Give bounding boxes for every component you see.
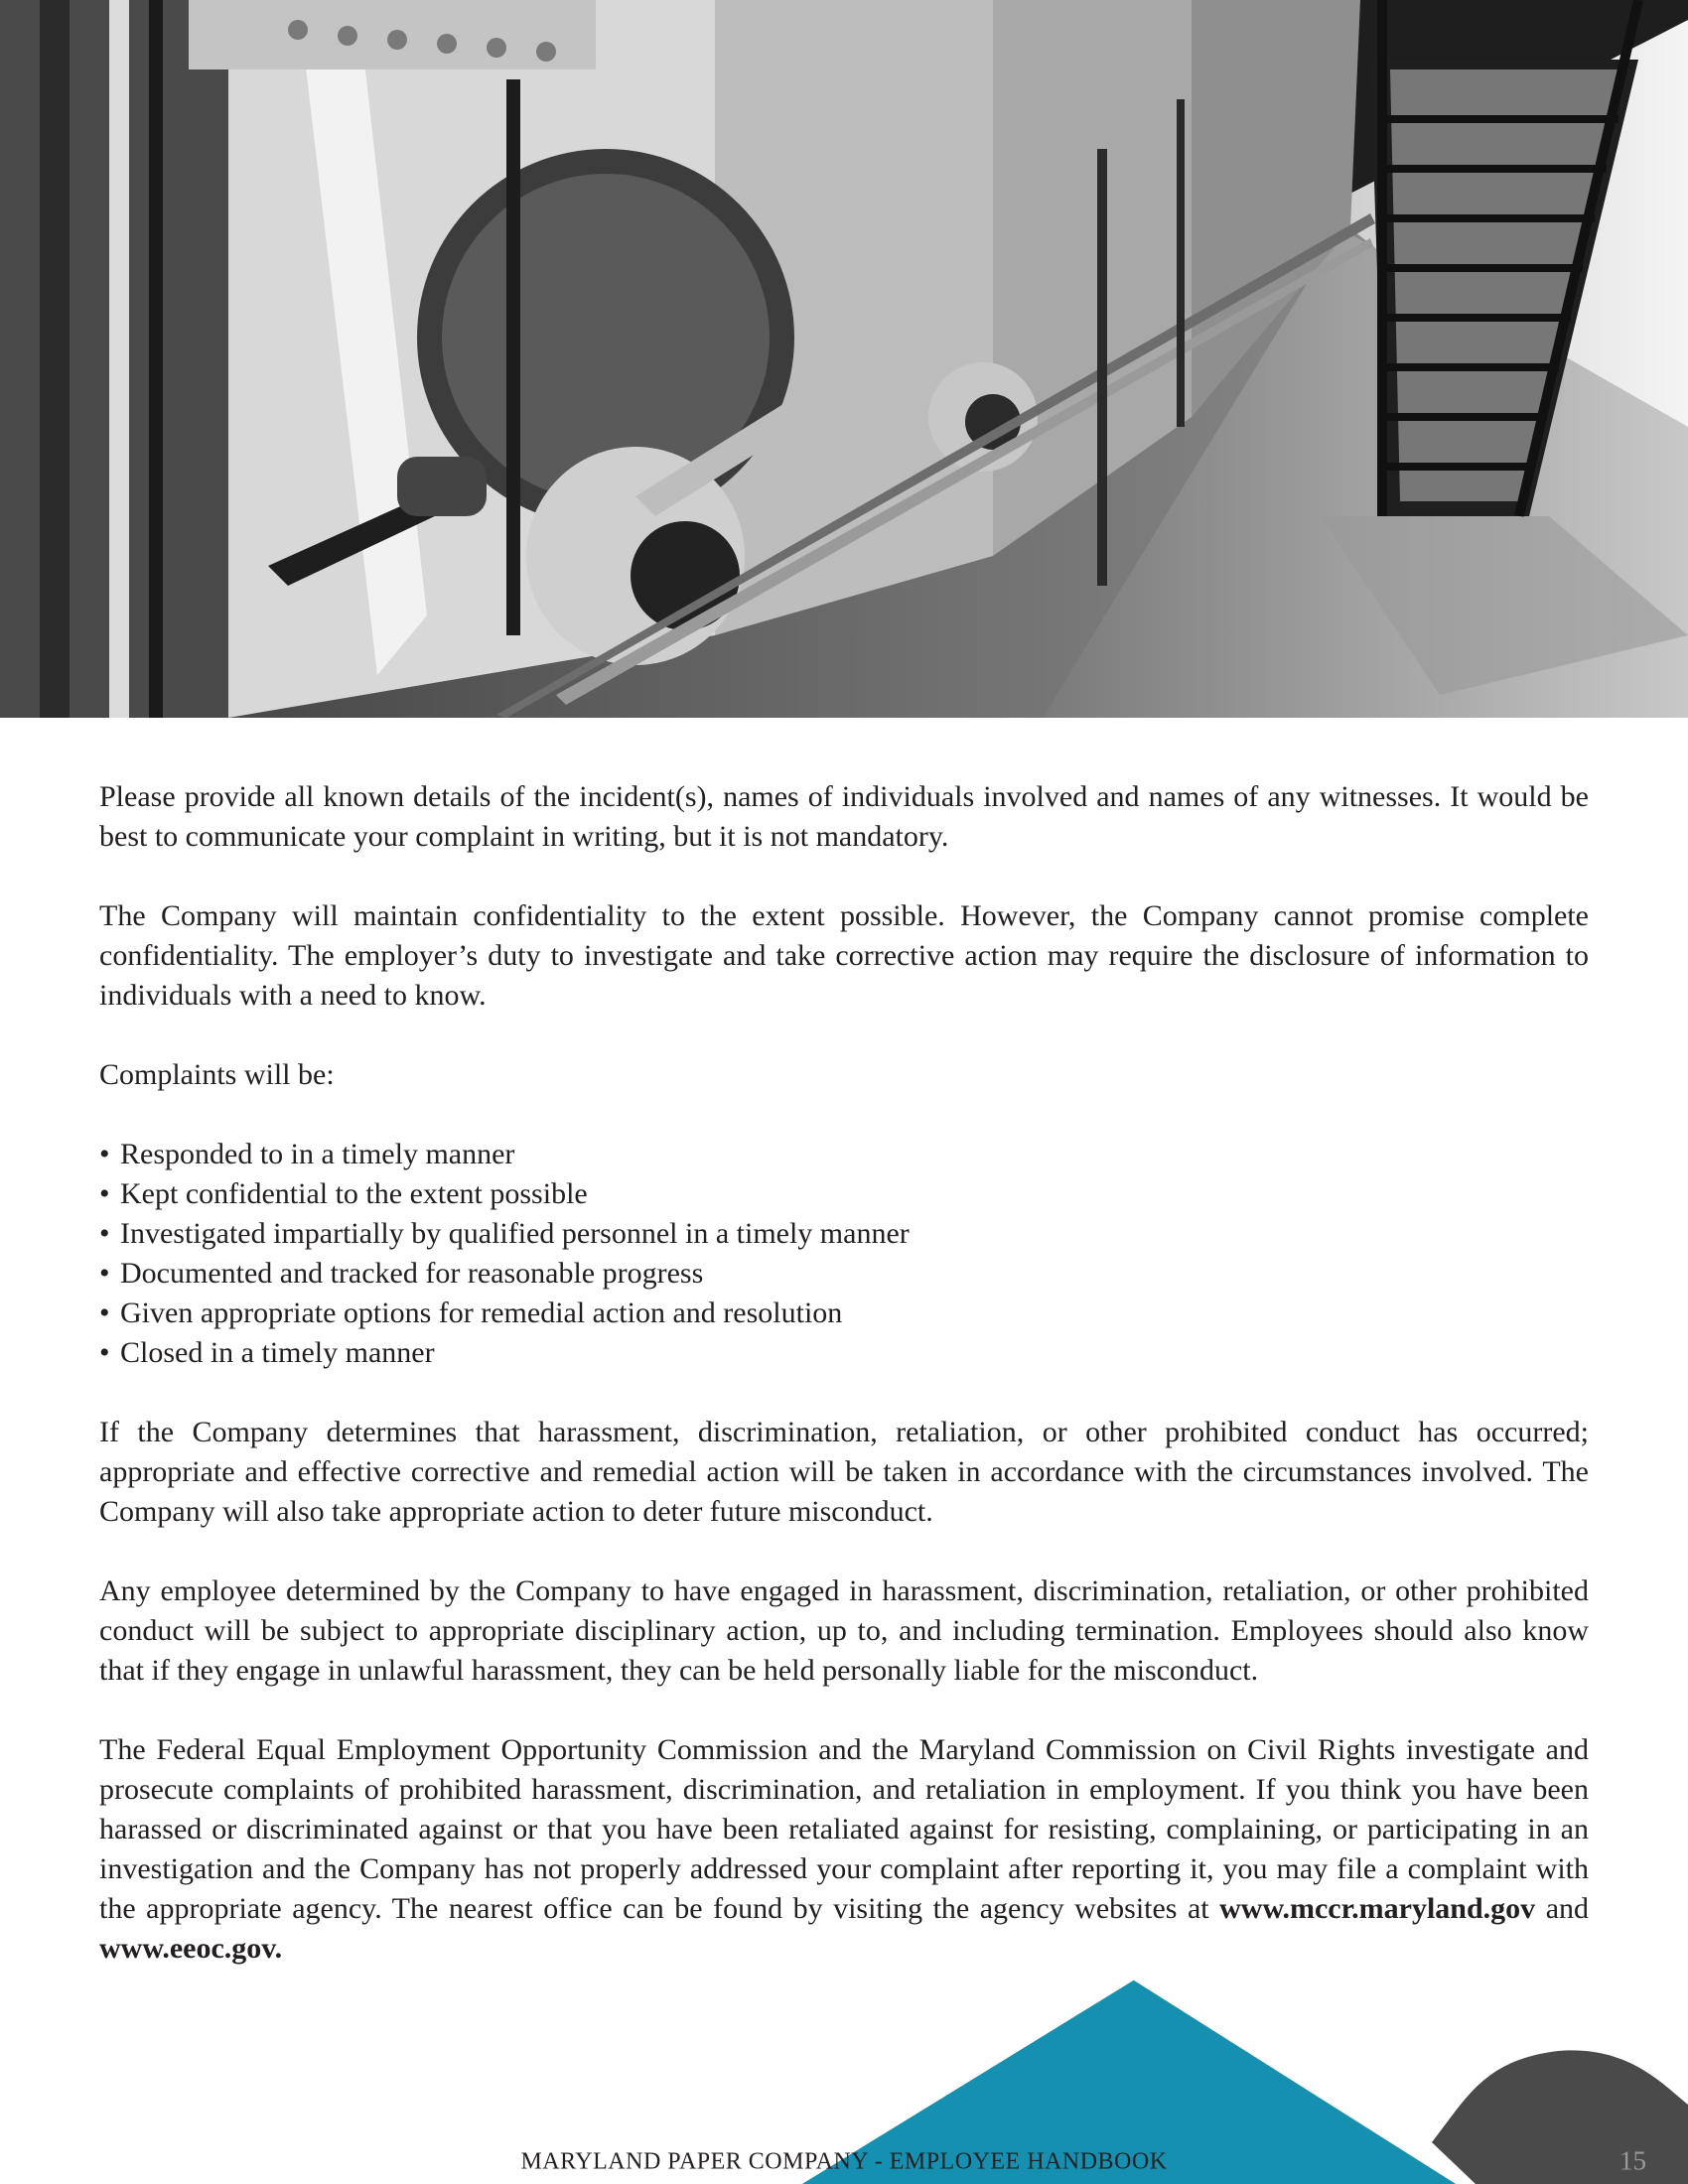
complaint-item <box>99 1294 1589 1333</box>
complaint-item <box>99 1214 1589 1254</box>
complaint-item-text: Closed in a timely manner <box>120 1336 435 1369</box>
confidentiality-paragraph: The Company will maintain confidentiality to the extent possible. However, the Company cannot promise complete confidentiality. The employer’s duty to investigate and take corrective action may require the disclosure of information to individuals with a need to know. <box>99 899 1589 1012</box>
complaint-item <box>99 1174 1589 1214</box>
corrective-action-paragraph: If the Company determines that harassment, discrimination, retaliation, or other prohibited conduct has occurred; appropriate and effective corrective and remedial action will be taken in accordance with the circumstances involved. The Company will also take appropriate action to deter future misconduct. <box>99 1416 1589 1528</box>
complaints-intro: Complaints will be: <box>99 1058 335 1091</box>
complaint-item-text: Responded to in a timely manner <box>120 1138 515 1170</box>
complaint-item-text: Documented and tracked for reasonable progress <box>120 1257 704 1290</box>
complaint-item-text: Investigated impartially by qualified personnel in a timely manner <box>120 1217 910 1250</box>
bullet-icon: • <box>99 1336 110 1369</box>
complaint-item-text: Kept confidential to the extent possible <box>120 1177 588 1210</box>
bullet-icon: • <box>99 1217 110 1250</box>
bullet-icon: • <box>99 1138 110 1170</box>
mccr-link[interactable]: www.mccr.maryland.gov <box>1219 1892 1536 1925</box>
footer-title: MARYLAND PAPER COMPANY - EMPLOYEE HANDBOOK <box>520 2148 1168 2175</box>
agency-paragraph-text: The Federal Equal Employment Opportunity Commission and the Maryland Commission on Civil Rights investigate and prosecute complaints of prohibited harassment, discrimination, and retaliation in employment. If you think you have been harassed or discriminated against or that you have been retaliated against for resisting, complaining, or participating in an investigation and the Company has not properly addressed your complaint after reporting it, you may file a complaint with the appropriate agency. The nearest office can be found by visiting the agency websites at <box>99 1733 1589 1925</box>
bullet-icon: • <box>99 1257 110 1290</box>
bullet-icon: • <box>99 1177 110 1210</box>
conjunction-text: and <box>1545 1892 1590 1925</box>
complaint-item-text: Given appropriate options for remedial action and resolution <box>120 1297 843 1329</box>
disciplinary-action-paragraph: Any employee determined by the Company to have engaged in harassment, discrimination, retaliation, or other prohibited conduct will be subject to appropriate disciplinary action, up to, and including termination. Employees should also know that if they engage in unlawful harassment, they can be held personally liable for the misconduct. <box>99 1574 1589 1687</box>
complaints-list <box>99 1135 1589 1373</box>
bullet-icon: • <box>99 1297 110 1329</box>
agency-paragraph <box>99 1730 1589 1969</box>
handbook-body <box>99 777 1589 2008</box>
complaint-item <box>99 1254 1589 1294</box>
page-number: 15 <box>1619 2145 1646 2176</box>
complaint-item <box>99 1333 1589 1373</box>
incident-details-paragraph: Please provide all known details of the incident(s), names of individuals involved and names of any witnesses. It would be best to communicate your complaint in writing, but it is not mandatory. <box>99 780 1589 853</box>
eeoc-link[interactable]: www.eeoc.gov. <box>99 1932 283 1965</box>
complaint-item <box>99 1135 1589 1174</box>
